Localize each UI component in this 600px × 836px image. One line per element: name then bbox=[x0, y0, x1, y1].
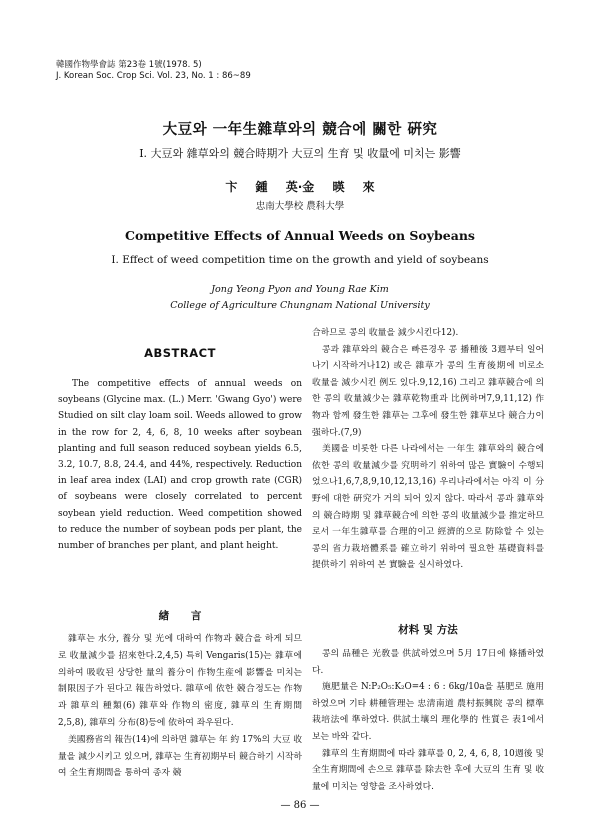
methods-paragraph: 콩의 品種은 光敎를 供試하였으며 5月 17日에 條播하였다. bbox=[312, 649, 544, 676]
affiliation-korean: 忠南大學校 農科大學 bbox=[255, 201, 345, 212]
authors-english: Jong Yeong Pyon and Young Rae Kim bbox=[211, 284, 389, 295]
methods-body bbox=[312, 646, 544, 795]
subtitle-english: I. Effect of weed competition time on the growth and yield of soybeans bbox=[111, 254, 489, 266]
methods-paragraph: 雜草의 生育期間에 따라 雜草를 0, 2, 4, 6, 8, 10週後 및 全生育期間에 손으로 雜草를 除去한 후에 大豆의 生育 및 收量에 미치는 영향을 조사하였다. bbox=[312, 748, 544, 792]
journal-citation bbox=[56, 60, 251, 82]
abstract-body bbox=[58, 376, 302, 554]
subtitle-korean: I. 大豆와 雜草와의 競合時期가 大豆의 生育 및 收量에 미치는 影響 bbox=[139, 147, 461, 160]
methods-paragraph: 施肥量은 N:P₂O₅:K₂O=4 : 6 : 6kg/10a을 基肥로 施用하였으며 기타 耕種管理는 忠淸南道 農村振興院 콩의 標準栽培法에 準하였다. 供試土壤의 理化學的 性質은 表1에서 보는 바와 같다. bbox=[312, 682, 544, 742]
journal-citation-en: J. Korean Soc. Crop Sci. Vol. 23, No. 1 : 86~89 bbox=[56, 71, 251, 81]
body-paragraph: 合하므로 콩의 收量을 減少시킨다12). bbox=[312, 328, 459, 338]
page-number: — 86 — bbox=[280, 800, 320, 811]
abstract-text: The competitive effects of annual weeds on soybeans (Glycine max. (L.) Merr. 'Gwang Gyo') were Studied on silt clay loam soil. Weeds allowed to grow in the row for 2, 4, 6, 8, 10 weeks after soybean planting and full season reduced soybean yields 6.5, 3.2, 10.7, 8.8, 24.4, and 44%, respectively. Reduction in leaf area index (LAI) and crop growth rate (CGR) of soybeans were closely correlated to percent soybean yield reduction. Weed competition showed to reduce the number of soybean pods per plant, the number of branches per plant, and plant height. bbox=[58, 379, 302, 552]
introduction-paragraph: 美國務省의 報告(14)에 의하면 雜草는 年 約 17%의 大豆 收量을 減少시키고 있으며, 雜草는 生育初期부터 競合하기 시작하여 全生育期間을 통하여 종자 競 bbox=[58, 734, 302, 779]
introduction-heading: 緖 言 bbox=[158, 610, 202, 622]
introduction-paragraph: 雜草는 水分, 養分 및 光에 대하여 作物과 競合을 하게 되므로 收量減少를 招來한다.2,4,5) 특히 Vengaris(15)는 雜草에 의하여 吸收된 상당한 量의 養分이 作物生産에 影響을 미치는 制限因子가 된다고 報告하였다. 雜草에 依한 競合정도는 作物과 雜草의 種類(6) 雜草와 作物의 密度, 雜草의 生育期間2,5,8), 雜草의 分布(8)등에 依하여 좌우된다. bbox=[58, 634, 302, 728]
body-paragraph: 美國을 비롯한 다른 나라에서는 一年生 雜草와의 競合에 依한 콩의 收量減少를 究明하기 위하여 많은 實驗이 수행되었으나1,6,7,8,9,10,12,13,16) 우리나라에서는 아직 이 分野에 대한 硏究가 거의 되어 있지 않다. 따라서 콩과 雜草와의 競合時期 및 雜草競合에 의한 콩의 收量減少를 推定하므로서 一年生雜草를 合理的이고 經濟的으로 防除할 수 있는 콩의 省力栽培體系를 確立하기 위하여 필요한 基礎資料를 提供하기 위하여 본 實驗을 실시하였다. bbox=[312, 444, 544, 571]
introduction-continued bbox=[312, 325, 544, 574]
journal-citation-ko: 韓國作物學會誌 第23卷 1號(1978. 5) bbox=[56, 60, 202, 70]
affiliation-english: College of Agriculture Chungnam National University bbox=[170, 300, 430, 311]
methods-heading: 材料 및 方法 bbox=[398, 624, 458, 636]
title-korean: 大豆와 一年生雜草와의 競合에 關한 硏究 bbox=[162, 122, 438, 138]
introduction-body bbox=[58, 631, 302, 782]
body-paragraph: 콩과 雜草와의 競合은 빠른경우 콩 播種後 3週부터 일어나기 시작하거나12) 或은 雜草가 콩의 生育後期에 비로소 收量을 減少시킨 例도 있다.9,12,16) 그리고 雜草競合에 의한 콩의 收量減少는 雜草乾物重과 比例하며7,9,11,12) 作物과 함께 發生한 雜草는 그후에 發生한 雜草보다 競合力이 强하다.(7,9) bbox=[312, 344, 544, 438]
abstract-heading: ABSTRACT bbox=[144, 346, 216, 360]
authors-korean: 卞 鍾 英·金 暎 來 bbox=[225, 180, 375, 194]
title-english: Competitive Effects of Annual Weeds on Soybeans bbox=[125, 228, 475, 243]
